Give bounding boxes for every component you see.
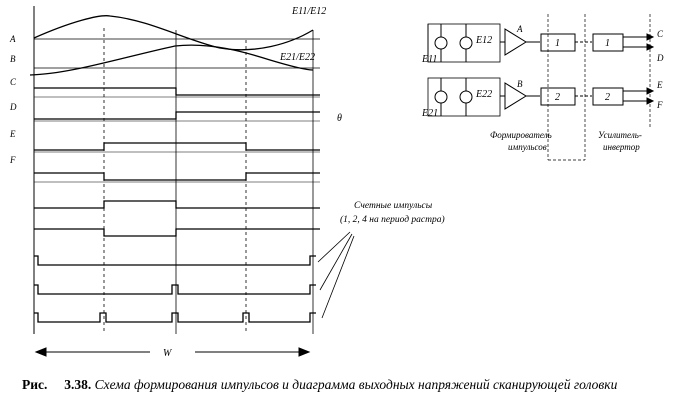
output-e: E: [657, 80, 663, 90]
theta-label: θ: [337, 113, 342, 124]
caption-text: Схема формирования импульсов и диаграмма выходных напряжений сканирующей головки: [94, 377, 618, 392]
caption-label: Рис.: [22, 377, 48, 392]
label-a: A: [10, 34, 16, 44]
output-d: D: [657, 53, 664, 63]
signal-a-wave: [34, 16, 313, 50]
shaper-caption-2: импульсов: [508, 142, 547, 152]
note-line-2: (1, 2, 4 на период растра): [340, 215, 445, 225]
label-e: E: [10, 129, 16, 139]
source-icon: [435, 37, 447, 49]
sine-label-top: E11/E12: [292, 6, 327, 17]
amplifier-label-1: 1: [605, 38, 610, 49]
source-label: E11: [422, 54, 438, 65]
label-f: F: [10, 155, 16, 165]
width-label: W: [163, 348, 172, 359]
shaper-caption-1: Формирователь: [490, 130, 552, 140]
source-icon: [435, 91, 447, 103]
signal-b-wave: [30, 45, 313, 75]
comparator-label-b: B: [517, 79, 523, 89]
source-label: E22: [476, 89, 493, 100]
label-c: C: [10, 77, 17, 87]
signal-c-wave: [34, 88, 320, 95]
comparator-label-a: A: [517, 24, 523, 34]
signal-f-wave: [34, 173, 320, 180]
source-label: E12: [476, 35, 493, 46]
source-icon: [460, 91, 472, 103]
sine-label-bottom: E21/E22: [280, 52, 315, 63]
count-pulses-4: [34, 313, 316, 322]
width-arrow-head-right: [299, 348, 309, 356]
width-arrow-head-left: [36, 348, 46, 356]
source-icon: [460, 37, 472, 49]
amplifier-caption-1: Усилитель-: [598, 130, 642, 140]
caption-number: 3.38.: [64, 377, 92, 392]
figure-caption: [22, 377, 662, 392]
signal-e-wave: [34, 143, 320, 150]
signal-d-wave: [34, 112, 320, 119]
output-f: F: [657, 100, 663, 110]
output-c: C: [657, 29, 664, 39]
note-leader: [322, 236, 354, 318]
shaper-label-2: 2: [555, 92, 560, 103]
note-line-1: Счетные импульсы: [354, 201, 433, 211]
signal-g-wave: [34, 201, 320, 208]
source-label: E21: [422, 108, 439, 119]
signal-h-wave: [34, 229, 320, 236]
amplifier-label-2: 2: [605, 92, 610, 103]
count-pulses-2: [34, 285, 316, 294]
channel-labels: [9, 34, 17, 165]
shaper-label-1: 1: [555, 38, 560, 49]
count-pulses-1: [34, 256, 316, 265]
label-b: B: [10, 54, 16, 64]
amplifier-caption-2: инвертор: [603, 142, 640, 152]
label-d: D: [10, 102, 17, 112]
comparator-b: [505, 83, 526, 109]
comparator-a: [505, 29, 526, 55]
